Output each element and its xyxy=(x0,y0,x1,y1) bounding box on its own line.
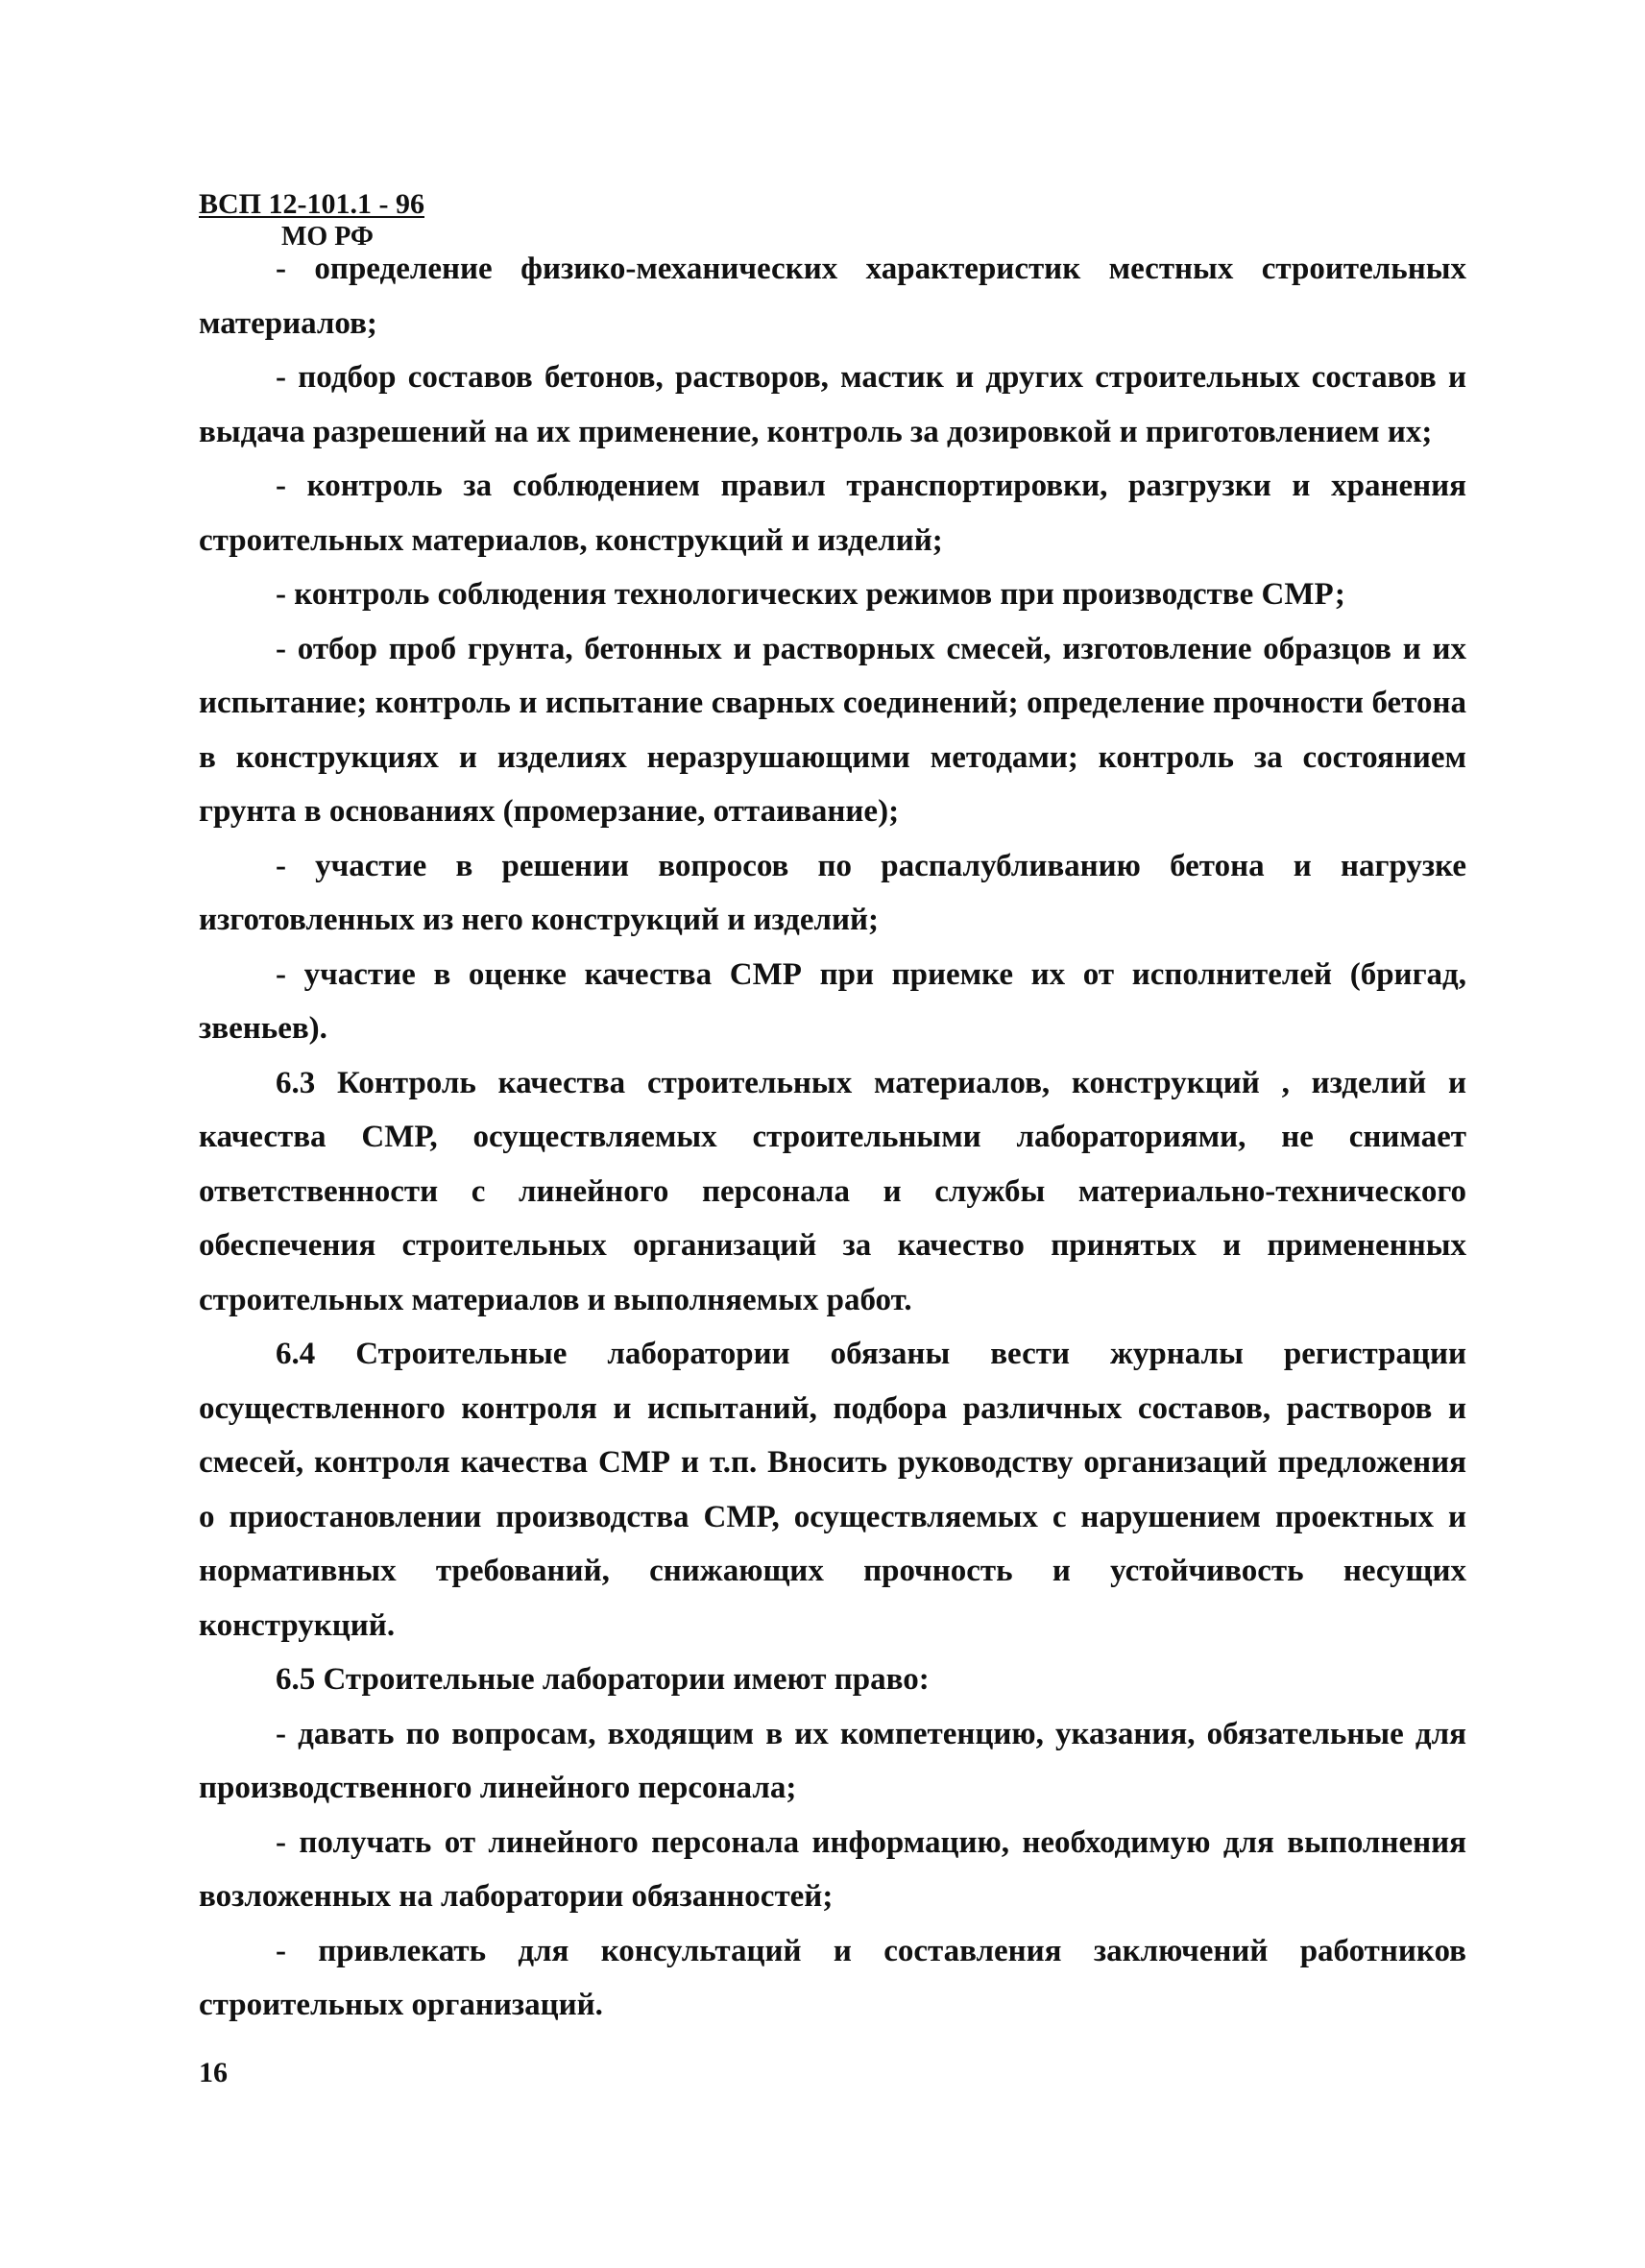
paragraph: - отбор проб грунта, бетонных и растворных смесей, изготовление образцов и их испытание; контроль и испытание сварных соединений; определение прочности бетона в конструкциях и изделиях неразрушающими методами; контроль за состоянием грунта в основаниях (промерзание, оттаивание); xyxy=(199,631,1466,829)
paragraph: - получать от линейного персонала информацию, необходимую для выполнения возложенных на лаборатории обязанностей; xyxy=(199,1824,1466,1914)
paragraph: - подбор составов бетонов, растворов, мастик и других строительных составов и выдача разрешений на их применение, контроль за дозировкой и приготовлением их; xyxy=(199,360,1466,449)
paragraph: - давать по вопросам, входящим в их компетенцию, указания, обязательные для производственного линейного персонала; xyxy=(199,1716,1466,1805)
paragraph: 6.3 Контроль качества строительных материалов, конструкций , изделий и качества СМР, осуществляемых строительными лабораториями, не снимает ответственности с линейного персонала и службы материально-технического обеспечения строительных организаций за качество принятых и примененных строительных материалов и выполняемых работ. xyxy=(199,1065,1466,1317)
page-number: 16 xyxy=(199,2057,228,2088)
paragraph: 6.5 Строительные лаборатории имеют право: xyxy=(276,1662,930,1697)
document-code: ВСП 12-101.1 - 96 xyxy=(199,188,424,220)
paragraph: - контроль за соблюдением правил транспортировки, разгрузки и хранения строительных материалов, конструкций и изделий; xyxy=(199,469,1466,558)
paragraph: - определение физико-механических характеристик местных строительных материалов; xyxy=(199,252,1466,341)
document-body xyxy=(199,242,1466,2033)
organization-label: МО РФ xyxy=(281,221,374,252)
paragraph: - контроль соблюдения технологических режимов при производстве СМР; xyxy=(276,577,1345,612)
paragraph: - привлекать для консультаций и составления заключений работников строительных организаций. xyxy=(199,1933,1466,2022)
paragraph: - участие в оценке качества СМР при приемке их от исполнителей (бригад, звеньев). xyxy=(199,956,1466,1046)
paragraph: - участие в решении вопросов по распалубливанию бетона и нагрузке изготовленных из него конструкций и изделий; xyxy=(199,848,1466,937)
paragraph: 6.4 Строительные лаборатории обязаны вести журналы регистрации осуществленного контроля и испытаний, подбора различных составов, растворов и смесей, контроля качества СМР и т.п. Вносить руководству организаций предложения о приостановлении производства СМР, осуществляемых с нарушением проектных и нормативных требований, снижающих прочность и устойчивость несущих конструкций. xyxy=(199,1337,1466,1643)
